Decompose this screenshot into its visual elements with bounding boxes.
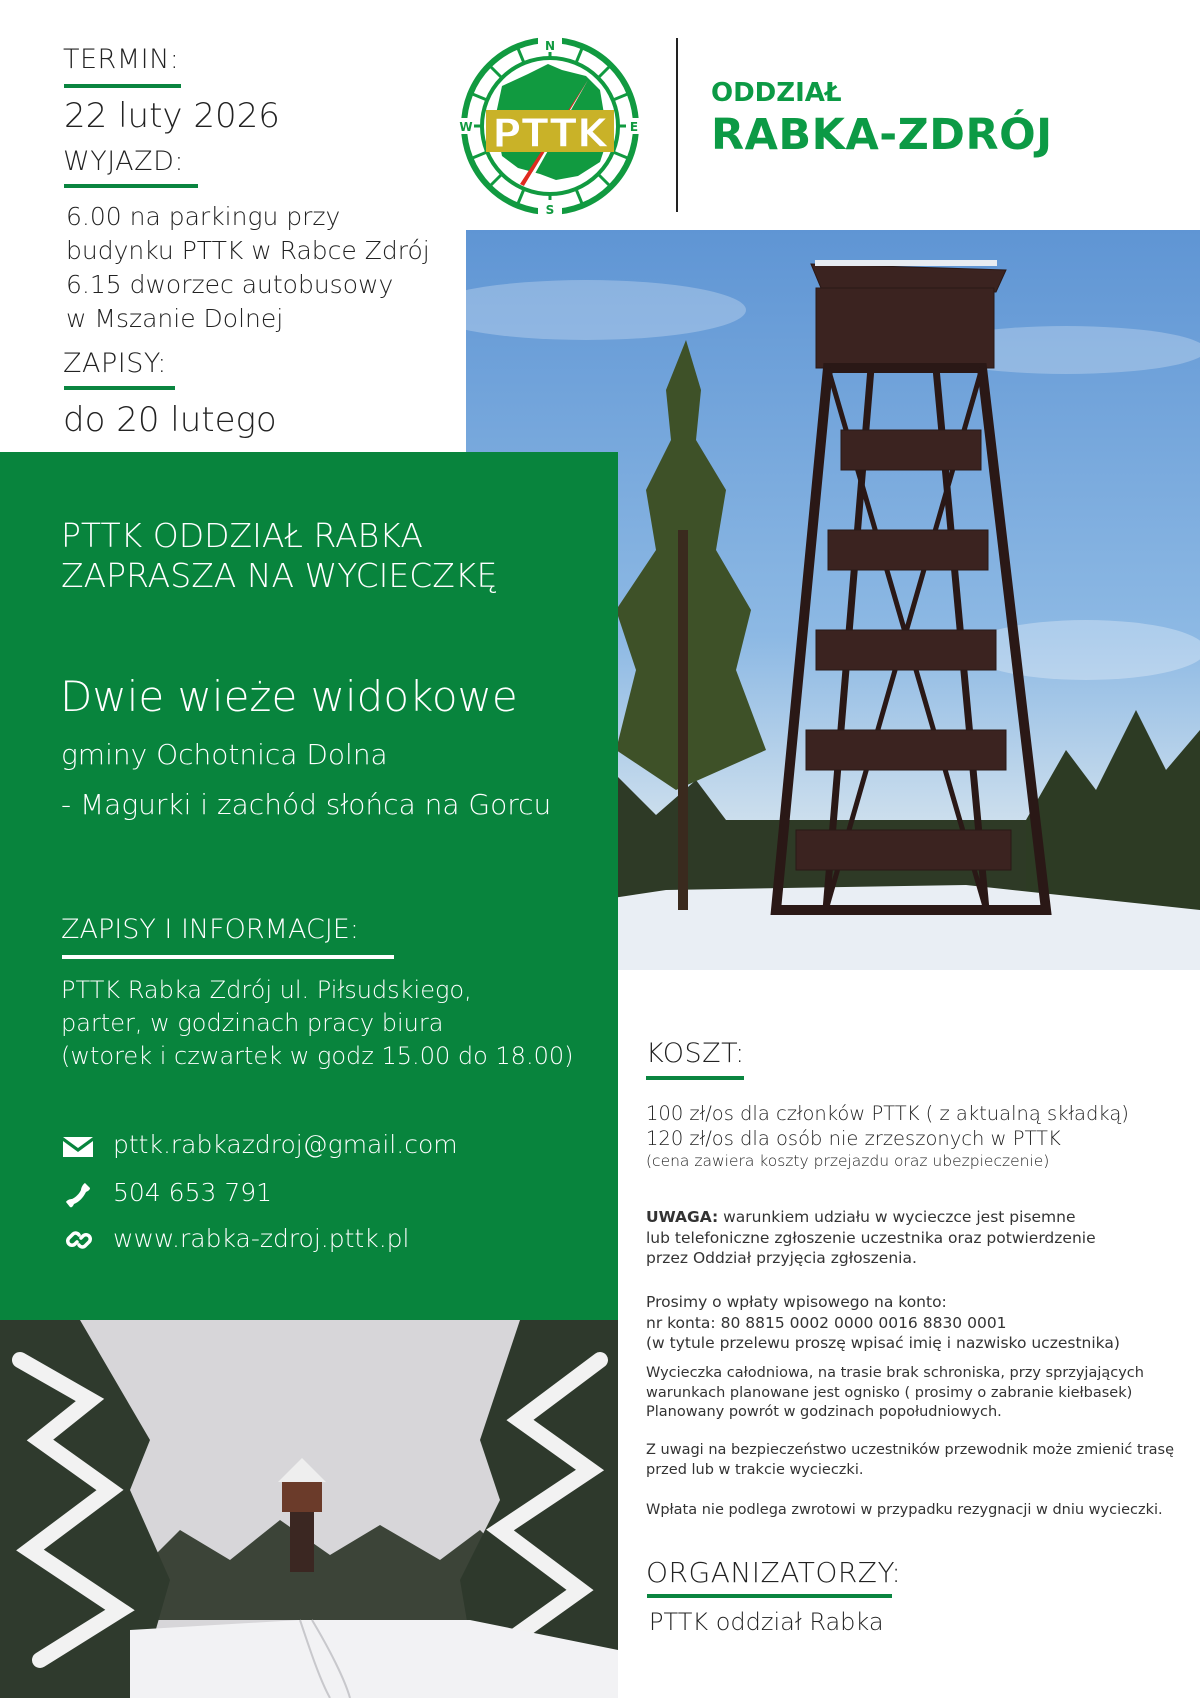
- wyjazd-details: [66, 200, 430, 336]
- email-text[interactable]: pttk.rabkazdroj@gmail.com: [113, 1130, 458, 1159]
- zapisy-underline: [64, 386, 175, 390]
- link-icon: [65, 1226, 93, 1254]
- trip-title: Dwie wieże widokowe: [60, 672, 518, 721]
- safety-line: Z uwagi na bezpieczeństwo uczestników przewodnik może zmienić trasę: [646, 1442, 1175, 1458]
- division-name: RABKA-ZDRÓJ: [711, 110, 1053, 160]
- division-label: ODDZIAŁ: [711, 78, 842, 108]
- info-line: (wtorek i czwartek w godz 15.00 do 18.00): [61, 1042, 574, 1070]
- termin-value: 22 luty 2026: [64, 96, 280, 136]
- termin-underline: [64, 84, 181, 88]
- wyjazd-line: w Mszanie Dolnej: [66, 304, 284, 333]
- payment-line: (w tytule przelewu proszę wpisać imię i nazwisko uczestnika): [646, 1334, 1120, 1352]
- contact-email[interactable]: [61, 1130, 561, 1164]
- pttk-logo: [458, 34, 642, 218]
- cost-underline: [646, 1076, 744, 1080]
- uwaga-line: lub telefoniczne zgłoszenie uczestnika oraz potwierdzenie: [646, 1228, 1096, 1247]
- wyjazd-label: WYJAZD:: [63, 146, 185, 177]
- cost-line: 100 zł/os dla członków PTTK ( z aktualną składką): [646, 1102, 1129, 1125]
- cost-note: (cena zawiera koszty przejazdu oraz ubezpieczenie): [646, 1152, 1050, 1170]
- zapisy-label: ZAPISY:: [63, 348, 167, 379]
- info-label: ZAPISY I INFORMACJE:: [61, 914, 359, 945]
- refund-note: Wpłata nie podlega zwrotowi w przypadku rezygnacji w dniu wycieczki.: [646, 1502, 1163, 1518]
- account-number: nr konta: 80 8815 0002 0000 0016 8830 0001: [646, 1313, 1007, 1332]
- organizers-label: ORGANIZATORZY:: [646, 1556, 902, 1589]
- wyjazd-line: 6.15 dworzec autobusowy: [66, 270, 394, 299]
- cost-details: [646, 1101, 1129, 1171]
- info-address: [61, 974, 573, 1073]
- contact-website[interactable]: [61, 1222, 561, 1256]
- info-line: parter, w godzinach pracy biura: [61, 1009, 444, 1037]
- svg-text:N: N: [544, 39, 556, 53]
- trip-subtitle-1: gminy Ochotnica Dolna: [61, 738, 388, 771]
- uwaga-line: [646, 1207, 1096, 1228]
- trip-info-line: Wycieczka całodniowa, na trasie brak schroniska, przy sprzyjających: [646, 1365, 1144, 1381]
- contact-phone[interactable]: [61, 1178, 561, 1212]
- payment-line: Prosimy o wpłaty wpisowego na konto:: [646, 1293, 947, 1311]
- svg-text:W: W: [459, 120, 473, 134]
- safety-block: [646, 1441, 1174, 1480]
- wyjazd-line: 6.00 na parkingu przy: [66, 202, 341, 231]
- uwaga-bold: UWAGA:: [646, 1208, 719, 1226]
- info-line: PTTK Rabka Zdrój ul. Piłsudskiego,: [61, 976, 472, 1004]
- invite-line-1: PTTK ODDZIAŁ RABKA: [61, 516, 423, 555]
- phone-icon: [65, 1182, 91, 1208]
- header-divider: [676, 38, 678, 212]
- organizers-value: PTTK oddział Rabka: [649, 1608, 884, 1636]
- pttk-compass-logo-icon: [458, 34, 642, 218]
- svg-text:S: S: [545, 203, 555, 217]
- invitation-panel: [0, 452, 618, 1320]
- termin-label: TERMIN:: [63, 44, 180, 75]
- svg-text:PTTK: PTTK: [492, 111, 608, 157]
- invite-line-2: ZAPRASZA NA WYCIECZKĘ: [61, 556, 498, 595]
- info-underline: [62, 955, 394, 959]
- mail-icon: [63, 1137, 93, 1157]
- uwaga-text: warunkiem udziału w wycieczce jest pisemne: [718, 1208, 1076, 1226]
- trip-info-block: [646, 1364, 1144, 1423]
- trip-subtitle-2: - Magurki i zachód słońca na Gorcu: [61, 788, 552, 821]
- organizers-underline: [647, 1594, 892, 1598]
- safety-line: przed lub w trakcie wycieczki.: [646, 1461, 864, 1478]
- cost-line: 120 zł/os dla osób nie zrzeszonych w PTTK: [646, 1127, 1061, 1150]
- uwaga-line: przez Oddział przyjęcia zgłoszenia.: [646, 1249, 917, 1267]
- wyjazd-line: budynku PTTK w Rabce Zdrój: [66, 236, 430, 265]
- zapisy-value: do 20 lutego: [63, 400, 277, 440]
- phone-text[interactable]: 504 653 791: [113, 1178, 273, 1207]
- winter-tower-image: [0, 1320, 618, 1698]
- uwaga-block: [646, 1207, 1096, 1269]
- winter-forest-photo: [0, 1320, 618, 1698]
- trip-info-line: warunkach planowane jest ognisko ( prosimy o zabranie kiełbasek): [646, 1384, 1133, 1401]
- svg-text:E: E: [629, 120, 639, 134]
- trip-info-line: Planowany powrót w godzinach popołudniowych.: [646, 1404, 1002, 1420]
- wyjazd-underline: [64, 184, 198, 188]
- cost-label: KOSZT:: [646, 1038, 745, 1069]
- payment-block: [646, 1292, 1120, 1354]
- website-text[interactable]: www.rabka-zdroj.pttk.pl: [113, 1224, 410, 1253]
